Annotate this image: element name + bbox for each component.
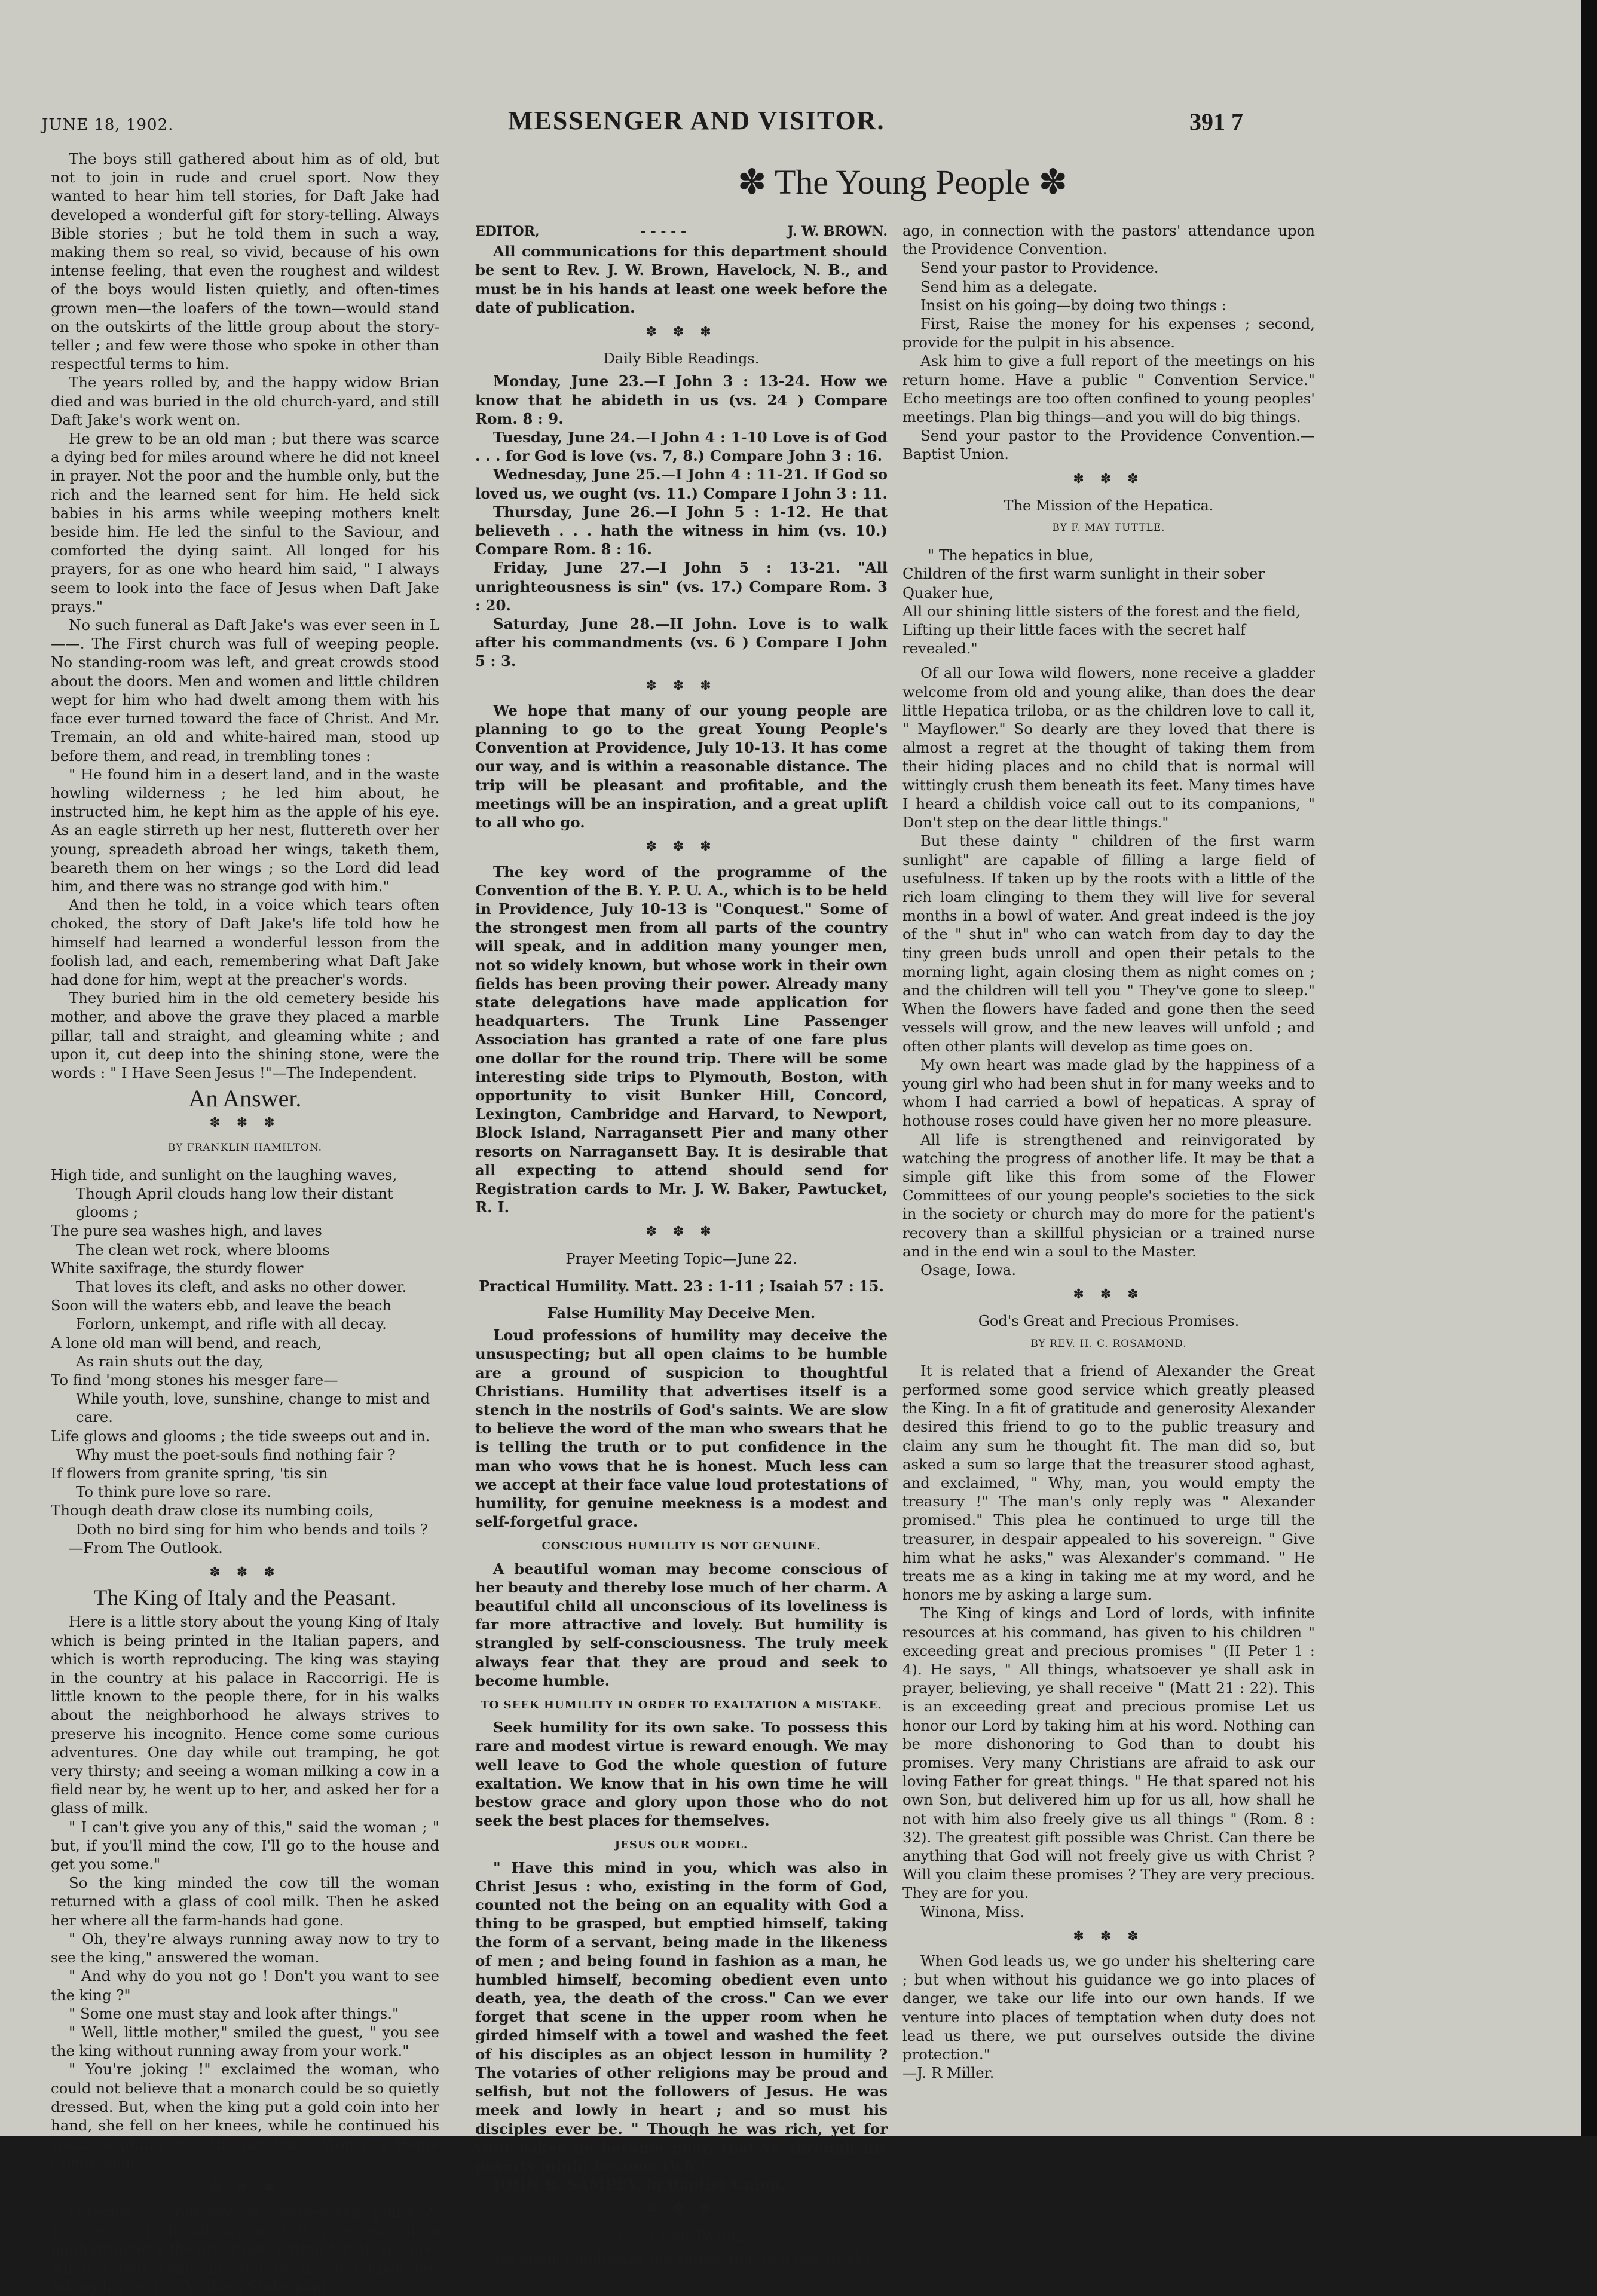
paragraph: Send him as a delegate. [920,277,1098,295]
ornament: ✽ ✽ ✽ [1073,1287,1145,1303]
editor-label: EDITOR, [475,224,540,239]
column-3 [902,221,1315,2083]
readings-title: Daily Bible Readings. [603,350,760,368]
paragraph: Send your pastor to Providence. [920,259,1159,277]
paragraph: Tuesday, June 24.—I John 4 : 1-10 Love is of God . . . for God is love (vs. 7, 8.) Compare John 3 : 16. [475,429,888,465]
paragraph: " He found him in a desert land, and in the waste howling wilderness ; he led him about, he instructed him, he kept him as the apple of his eye. As an eagle stirreth up her nest, fluttereth over her young, spreadeth abroad her wings, taketh them, beareth them on her wings ; so the Lord did lead him, and there was no strange god with him." [51,765,439,895]
paragraph: Insist on his going—by doing two things : [920,296,1227,314]
issue-date: JUNE 18, 1902. [42,116,174,134]
paragraph: " Well, little mother," smiled the guest, " you see the king without running away from your work." [51,2023,439,2060]
ornament: ✽ ✽ ✽ [645,839,717,855]
paragraph: But these dainty " children of the first warm sunlight" are capable of filling a large field of usefulness. If taken up by the roots with a little of the rich loam clinging to them they will live for several months in a bowl of water. And great indeed is the joy of the " shut in" who can watch from day to day the tiny green buds unroll and open their petals to the morning light, again closing them as night comes on ; and the children will tell you " They've gone to sleep." When the flowers have faded and gone then the seed vessels will grow, and the new leaves will unfold ; and often other plants will develop as time goes on. [902,832,1315,1055]
paragraph: " And why do you not go ! Don't you want to see the king ?" [51,1967,439,2004]
paragraph: Of all our Iowa wild flowers, none receive a gladder welcome from old and young alike, than does the dear little Hepatica triloba, or as the children love to call it, " Mayflower." So dearly are they loved that there is almost a regret at the thought of taking them from their hiding places and no child that is normal will wittingly crush them beneath its feet. Many times have I heard a childish voice call out to its companions, " Don't step on the dear little things." [902,664,1315,831]
poem-line: A lone old man will bend, and reach, [51,1334,322,1352]
editor-name: J. W. BROWN. [787,224,888,239]
pastor-para: We again emphasize the suggestion of a few weeks [493,2249,871,2267]
ornament: ✽ ✽ ✽ [209,1115,281,1131]
page-header [36,90,1291,149]
poem-line: While youth, love, sunshine, change to mist and care. [76,1390,430,1426]
pastor-lines [902,258,1315,314]
poem-line: Why must the poet-souls find nothing fair ? [76,1445,396,1463]
patience-joke: Patience : " You say he's excessively polite ?" Patrice : " I should say so ! Why he was in a photographer's the other day, sitting for his picture, when a lady came in, and he insisted upon her taking his seat."—Yonkers Statesman. [51,2203,439,2295]
false-humility-para: Loud professions of humility may deceive the unsuspecting; but all open claims to be humble are a ground of suspicion to thoughtful Christians. Humility that advertises itself is a stench in the nostrils of God's saints. We are slow to believe the word of the man who swears that he is telling the truth or to put confidence in the man who vows that he is honest. Much less can we accept at their face value loud protestations of humility, for genuine meekness is a modest and self-forgetful grace. [475,1326,888,1531]
column-1 [51,149,439,2296]
section-title: ✽ The Young People ✽ [737,163,1068,201]
scan-edge [1581,0,1597,2136]
king-story [51,1612,439,2172]
model-title: JESUS OUR MODEL. [614,1839,748,1852]
hepatica-place: Osage, Iowa. [920,1261,1017,1279]
editor-dashes: - - - - - [640,224,687,239]
poem-line: To think pure love so rare. [76,1483,271,1501]
poem-line: All our shining little sisters of the forest and the field, [902,602,1301,620]
paragraph: No such funeral as Daft Jake's was ever seen in L——. The First church was full of weeping people. No standing-room was left, and great crowds stood about the doors. Men and women and little children wept for him who had dwelt among them with his face ever turned toward the face of Christ. And Mr. Tremain, an old and white-haired man, stood up before them, and read, in trembling tones : [51,616,439,765]
paragraph: " You're joking !" exclaimed the woman, who could not believe that a monarch could be so quietly dressed. But, when the king put a gold coin into her hand, she fell on her knees, while he continued his walk, laughing over the incident.—Woman's Home Companion. [51,2060,439,2172]
poem-source: —From The Outlook. [69,1539,223,1557]
hepatica-author: BY F. MAY TUTTLE. [1052,522,1165,534]
poem-line: The clean wet rock, where blooms [76,1240,330,1258]
conscious-title: CONSCIOUS HUMILITY IS NOT GENUINE. [541,1540,821,1553]
convention-para: We hope that many of our young people are planning to go to the great Young People's Convention at Providence, July 10-13. It has come our way, and is within a reasonable distance. The trip will be pleasant and profitable, and the meetings will be an inspiration, and a great uplift to all who go. [475,701,888,831]
poem-line: Though April clouds hang low their distant glooms ; [76,1184,393,1221]
keyword-para: The key word of the programme of the Convention of the B. Y. P. U. A., which is to be held in Providence, July 10-13 is "Conquest." Some of the strongest men from all parts of the country will speak, and in addition many younger men, not so widely known, but whose work in their own fields has been proving their power. Already many state delegations have made application for headquarters. The Trunk Line Passenger Association has granted a rate of one fare plus one dollar for the round trip. There will be some interesting side trips to Plymouth, Boston, with opportunity to visit Bunker Hill, Concord, Lexington, Cambridge and Harvard, to Newport, Block Island, Narragansett Pier and many other resorts on Narragansett Bay. It is desirable that all expecting to attend should send for Registration cards to Mr. J. W. Baker, Pawtucket, R. I. [475,863,888,1216]
ornament: ✽ ✽ ✽ [645,1224,717,1240]
poem-line: Life glows and glooms ; the tide sweeps out and in. [51,1427,430,1445]
false-humility-title: False Humility May Deceive Men. [547,1304,816,1322]
pastor-first: First, Raise the money for his expenses ; second, provide for the pulpit in his absence. [902,315,1315,351]
conscious-para: A beautiful woman may become conscious of her beauty and thereby lose much of her charm. A beautiful child all unconscious of its loveliness is far more attractive and lovely. But humility is strangled by self-consciousness. The truly meek always fear that they are proud and seek to become humble. [475,1560,888,1689]
answer-poem [51,1166,439,1539]
paragraph: The years rolled by, and the happy widow Brian died and was buried in the old church-yard, and still Daft Jake's work went on. [51,374,439,429]
paragraph: Saturday, June 28.—II John. Love is to walk after his commandments (vs. 6 ) Compare I John 5 : 3. [475,615,888,670]
ornament: ✽ ✽ ✽ [1073,1928,1145,1944]
model-source: JOHN R. SAMPEY, in Baptist Union. [493,2176,786,2194]
paragraph: It is related that a friend of Alexander the Great performed some good service which greatly pleased the King. In a fit of gratitude and generosity Alexander desired this friend to go to the public treasury and claim any sum he thought fit. The man did so, but asked a sum so large that the treasurer stood aghast, and exclaimed, " Why, man, you would empty the treasury !" The man's only reply was " Alexander promised." This plea he continued to urge till the treasurer, in despair appealed to his sovereign. " Give him what he asks," was Alexander's command. " He treats me as a king in taking me at my word, and he honors me by asking a large sum. [902,1362,1315,1604]
pastor-title: Send Your Pastor. [617,2227,746,2245]
ornament: ✽ ✽ ✽ [645,678,717,693]
ornament: ✽ ✽ ✽ [209,2179,281,2195]
poem-line: That loves its cleft, and asks no other dower. [76,1277,407,1295]
paragraph: " Some one must stay and look after things." [69,2004,399,2022]
paragraph: Friday, June 27.—I John 5 : 13-21. "All unrighteousness is sin" (vs. 17.) Compare Rom. 3 : 20. [475,559,888,614]
promise-body [902,1362,1315,1903]
pastor-continued: ago, in connection with the pastors' attendance upon the Providence Convention. [902,222,1315,258]
column-2 [475,221,888,2268]
promise-place: Winona, Miss. [920,1903,1025,1921]
ornament: ✽ ✽ ✽ [1073,471,1145,487]
page-number: 391 7 [1189,108,1243,135]
editor-note: All communications for this department should be sent to Rev. J. W. Brown, Havelock, N. B., and must be in his hands at least one week before the date of publication. [475,243,888,316]
paragraph: All life is strengthened and reinvigorated by watching the progress of another life. It may be that a simple gift like this from some of the Flower Committees of our young people's societies to the sick in the society or church may do more for the patient's recovery than a skillful physician or a trained nurse and in the end win a soul to the Master. [902,1130,1315,1260]
poem-line: As rain shuts out the day, [76,1352,264,1370]
poem-line: If flowers from granite spring, 'tis sin [51,1465,328,1482]
poem-line: Forlorn, unkempt, and rifle with all decay. [76,1315,387,1333]
paragraph: " Oh, they're always running away now to try to see the king," answered the woman. [51,1930,439,1967]
poem-line: Soon will the waters ebb, and leave the beach [51,1297,392,1314]
hepatica-title: The Mission of the Hepatica. [1004,497,1214,514]
answer-author: BY FRANKLIN HAMILTON. [167,1141,323,1154]
promise-title: God's Great and Precious Promises. [978,1313,1240,1330]
paragraph: Wednesday, June 25.—I John 4 : 11-21. If God so loved us, we ought (vs. 11.) Compare I John 3 : 11. [475,466,888,502]
poem-line: High tide, and sunlight on the laughing waves, [51,1166,397,1184]
paragraph: He grew to be an old man ; but there was scarce a dying bed for miles around where he did not kneel in prayer. Not the poor and the humble only, but the rich and the learned sent for him. He held sick babies in his arms while weeping mothers knelt beside him. He led the sinful to the Saviour, and comforted the dying saint. All longed for his prayers, for as one who heard him said, " I always seem to look into the face of Jesus when Daft Jake prays." [51,430,439,615]
king-title: The King of Italy and the Peasant. [93,1586,397,1611]
pastor-ask: Ask him to give a full report of the meetings on his return home. Have a public " Convention Service." Echo meetings are too often confined to young peoples' meetings. Plan big things—and you will do big things. [902,352,1315,426]
poem-line: To find 'mong stones his mesger fare— [51,1371,338,1389]
poem-line: Lifting up their little faces with the secret half revealed." [902,621,1246,658]
poem-line: Doth no bird sing for him who bends and toils ? [76,1520,428,1538]
poem-line: Children of the first warm sunlight in their sober Quaker hue, [902,565,1265,601]
paragraph: They buried him in the old cemetery beside his mother, and above the grave they placed a marble pillar, tall and straight, and gleaming white ; and upon it, cut deep into the shining stone, were the words : " I Have Seen Jesus !"—The Independent. [51,989,439,1081]
ornament: ✽ ✽ ✽ [209,1565,281,1580]
ornament: ✽ ✽ ✽ [645,2202,717,2217]
poem-line: " The hepatics in blue, [928,546,1094,564]
editor-line [475,222,888,241]
prayer-topic: Practical Humility. Matt. 23 : 1-11 ; Isaiah 57 : 15. [479,1277,884,1295]
model-para: " Have this mind in you, which was also in Christ Jesus : who, existing in the form of God, counted not the being on an equality with God a thing to be grasped, but emptied himself, taking the form of a servant, being made in the likeness of men ; and being found in fashion as a man, he humbled himself, becoming obedient even unto death, yea, the death of the cross." Can we ever forget that scene in the upper room when he girded himself with a towel and washed the feet of his disciples as an object lesson in humility ? The votaries of other religions may be proud and selfish, but not the followers of Jesus. He was meek and lowly in heart ; and so must his disciples ever be. " Though he was rich, yet for your sakes he became poor, that ye through his poverty might become rich." [475,1858,888,2175]
paragraph: Monday, June 23.—I John 3 : 13-24. How we know that he abideth in us (vs. 24 ) Compare Rom. 8 : 9. [475,372,888,427]
poem-line: The pure sea washes high, and laves [51,1222,322,1240]
readings-list [475,372,888,670]
pastor-send: Send your pastor to the Providence Convention.—Baptist Union. [902,427,1315,463]
paragraph: " I can't give you any of this," said the woman ; " but, if you'll mind the cow, I'll go to the house and get you some." [51,1818,439,1873]
promise-author: BY REV. H. C. ROSAMOND. [1030,1337,1187,1350]
paragraph: Here is a little story about the young King of Italy which is being printed in the Italian papers, and which is worth reproducing. The king was staying in the country at his palace in Raccorrigi. He is little known to the people there, for in his walks about the neighborhood he always strives to preserve his incognito. Hence come some curious adventures. One day while out tramping, he got very thirsty; and seeing a woman milking a cow in a field near by, he went up to her, and asked her for a glass of milk. [51,1613,439,1817]
paragraph: The boys still gathered about him as of old, but not to join in rude and cruel sport. Now they wanted to hear him tell stories, for Daft Jake had developed a wonderful gift for story-telling. Always Bible stories ; but he told them in such a way, making them so real, so vivid, because of his own intense feeling, that even the roughest and wildest of the boys would listen quietly, and often-times grown men—the loafers of the town—would stand on the outskirts of the little group about the story-teller ; and few were those who spoke in other than respectful terms to him. [51,150,439,373]
paragraph: And then he told, in a voice which tears often choked, the story of Daft Jake's life told how he himself had learned a wonderful lesson from the foolish lad, and each, remembering what Daft Jake had done for him, wept at the preacher's words. [51,896,439,988]
story-continuation [51,149,439,1082]
section-title-text: The Young People [774,163,1030,201]
hepatica-quote [902,546,1315,658]
poem-line: Though death draw close its numbing coils, [51,1502,374,1520]
paragraph: My own heart was made glad by the happiness of a young girl who had been shut in for many weeks and to whom I had carried a bowl of hepaticas. A spray of hothouse roses could have given her no more pleasure. [902,1056,1315,1130]
seek-para: Seek humility for its own sake. To possess this rare and modest virtue is reward enough. We may well leave to God the whole question of future exaltation. We know that in his own time he will bestow grace and glory upon those who do not seek the best places for themselves. [475,1719,888,1830]
poem-line: White saxifrage, the sturdy flower [51,1259,304,1277]
paragraph: Thursday, June 26.—I John 5 : 1-12. He that believeth . . . hath the witness in him (vs. 10.) Compare Rom. 8 : 16. [475,503,888,558]
miller-source: —J. R Miller. [902,2064,995,2082]
ornament: ✽ ✽ ✽ [645,325,717,340]
paragraph: The King of kings and Lord of lords, with infinite resources at his command, has given to his children " exceeding great and precious promises " (II Peter 1 : 4). He says, " All things, whatsoever ye shall ask in prayer, believing, ye shall receive " (Matt 21 : 22). This is an exceeding great and precious promise Let us honor our Lord by taking him at his word. Nothing can be more dishonoring to God than to doubt his promises. Very many Christians are afraid to ask our loving Father for great things. " He that spared not his own Son, but delivered him up for us all, how shall he not with him also freely give us all things " (Rom. 8 : 32). The greatest gift possible was Christ. Can there be anything that God will not freely give us with Christ ? Will you claim these promises ? They are very precious. They are for you. [902,1604,1315,1902]
seek-title: TO SEEK HUMILITY IN ORDER TO EXALTATION A MISTAKE. [481,1699,882,1712]
prayer-title: Prayer Meeting Topic—June 22. [565,1250,797,1267]
paper-title: MESSENGER AND VISITOR. [508,106,885,135]
paragraph: So the king minded the cow till the woman returned with a glass of cool milk. Then he asked her where all the farm-hands had gone. [51,1874,439,1929]
answer-title: An Answer. [188,1085,302,1112]
miller-quote: When God leads us, we go under his sheltering care ; but when without his guidance we go into places of danger, we take our life into our own hands. If we venture into places of temptation when duty does not lead us there, we put ourselves outside the divine protection." [902,1952,1315,2063]
hepatica-body [902,664,1315,1261]
